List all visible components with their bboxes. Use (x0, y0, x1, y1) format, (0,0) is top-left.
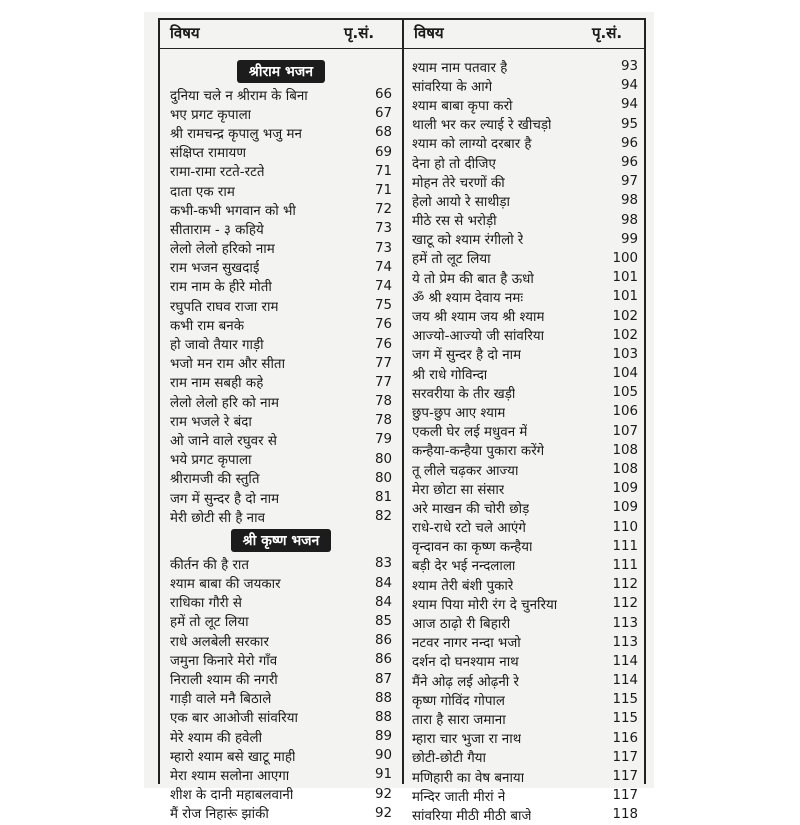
item-title: राम भजन सुखदाई (170, 261, 260, 277)
item-title: श्याम तेरी बंशी पुकारे (412, 578, 514, 594)
item-title: सीताराम - ३ कहिये (170, 222, 264, 238)
item-page-number: 74 (374, 278, 392, 294)
item-page-number: 78 (374, 394, 392, 410)
item-title: आज्यो-आज्यो जी सांवरिया (412, 329, 545, 345)
list-item (170, 593, 392, 612)
list-item (412, 172, 638, 191)
list-item (412, 652, 638, 671)
item-page-number: 73 (374, 221, 392, 237)
item-title: हेलो आयो रे साथीड़ा (412, 194, 511, 210)
item-title: मेरा श्याम सलोना आएगा (170, 768, 290, 784)
item-page-number: 71 (374, 183, 392, 199)
list-item (412, 422, 638, 441)
item-title: शीश के दानी महाबलवानी (170, 788, 294, 804)
item-page-number: 88 (374, 690, 392, 706)
list-item (412, 613, 638, 632)
left-page-header: पृ.सं. (344, 24, 375, 42)
list-item (170, 277, 392, 296)
item-title: खाटू को श्याम रंगीलो रे (412, 233, 524, 249)
section-label: श्री कृष्ण भजन (231, 529, 332, 552)
item-page-number: 67 (374, 106, 392, 122)
item-page-number: 103 (612, 346, 638, 362)
item-page-number: 77 (374, 374, 392, 390)
section-label: श्रीराम भजन (237, 60, 325, 83)
list-item (412, 709, 638, 728)
left-column (170, 57, 392, 823)
item-title: थाली भर कर ल्याई रे खीचड़ो (412, 118, 552, 134)
item-page-number: 84 (374, 575, 392, 591)
item-title: मणिहारी का वेष बनाया (412, 770, 525, 786)
list-item (170, 162, 392, 181)
list-item (170, 200, 392, 219)
item-page-number: 84 (374, 594, 392, 610)
list-item (412, 729, 638, 748)
list-item (412, 537, 638, 556)
item-title: मेरी छोटी सी है नाव (170, 510, 266, 526)
item-page-number: 96 (620, 155, 638, 171)
list-item (170, 181, 392, 200)
list-item (170, 219, 392, 238)
item-page-number: 72 (374, 202, 392, 218)
item-title: श्याम पिया मोरी रंग दे चुनरिया (412, 597, 558, 613)
item-page-number: 93 (620, 59, 638, 75)
list-item (412, 805, 638, 824)
item-title: हमें तो लूट लिया (412, 252, 491, 268)
item-page-number: 99 (620, 231, 638, 247)
list-item (170, 123, 392, 142)
list-item (412, 249, 638, 268)
krishna-list-continued (412, 57, 638, 825)
item-page-number: 110 (612, 519, 638, 535)
list-item (170, 574, 392, 593)
list-item (170, 296, 392, 315)
item-page-number: 117 (612, 749, 638, 765)
item-title: तू लीले चढ़कर आज्या (412, 463, 519, 479)
item-title: आज ठाढ़ो री बिहारी (412, 617, 511, 633)
list-item (170, 746, 392, 765)
item-page-number: 86 (374, 652, 392, 668)
list-item (170, 631, 392, 650)
item-page-number: 94 (620, 97, 638, 113)
item-page-number: 76 (374, 317, 392, 333)
item-page-number: 91 (374, 767, 392, 783)
list-item (412, 345, 638, 364)
left-subject-header: विषय (170, 24, 200, 42)
item-title: मीठे रस से भरोड़ी (412, 214, 497, 230)
item-page-number: 106 (612, 404, 638, 420)
item-page-number: 109 (612, 481, 638, 497)
list-item (412, 134, 638, 153)
item-title: ओ जाने वाले रघुवर से (170, 433, 277, 449)
item-title: देना हो तो दीजिए (412, 156, 496, 172)
item-title: बड़ी देर भई नन्दलाला (412, 559, 516, 575)
list-item (412, 786, 638, 805)
item-page-number: 73 (374, 240, 392, 256)
list-item (412, 671, 638, 690)
item-page-number: 114 (612, 653, 638, 669)
item-title: दर्शन दो घनश्याम नाथ (412, 655, 519, 671)
item-page-number: 98 (620, 193, 638, 209)
section-heading-shriram (170, 57, 392, 85)
item-page-number: 107 (612, 423, 638, 439)
item-title: नटवर नागर नन्दा भजो (412, 636, 521, 652)
item-title: तारा है सारा जमाना (412, 712, 506, 728)
item-page-number: 88 (374, 709, 392, 725)
list-item (170, 354, 392, 373)
list-item (170, 315, 392, 334)
item-title: निराली श्याम की नगरी (170, 673, 278, 689)
list-item (412, 498, 638, 517)
item-title: श्याम बाबा कृपा करो (412, 98, 513, 114)
item-page-number: 83 (374, 556, 392, 572)
item-page-number: 75 (374, 298, 392, 314)
item-page-number: 78 (374, 413, 392, 429)
item-title: श्री राधे गोविन्दा (412, 367, 488, 383)
list-item (170, 258, 392, 277)
list-item (412, 441, 638, 460)
item-title: हो जावो तैयार गाड़ी (170, 338, 264, 354)
list-item (412, 460, 638, 479)
list-item (170, 411, 392, 430)
item-title: ये तो प्रेम की बात है ऊधो (412, 271, 534, 287)
list-item (412, 364, 638, 383)
list-item (412, 95, 638, 114)
list-item (412, 191, 638, 210)
item-page-number: 101 (612, 289, 638, 305)
item-page-number: 81 (374, 490, 392, 506)
list-item (412, 690, 638, 709)
item-page-number: 102 (612, 308, 638, 324)
item-page-number: 82 (374, 509, 392, 525)
item-title: श्री रामचन्द्र कृपालु भजु मन (170, 126, 302, 142)
item-title: अरे माखन की चोरी छोड़ (412, 501, 530, 517)
item-page-number: 90 (374, 748, 392, 764)
item-page-number: 118 (612, 807, 638, 823)
item-page-number: 108 (612, 442, 638, 458)
list-item (412, 326, 638, 345)
list-item (412, 306, 638, 325)
item-page-number: 85 (374, 613, 392, 629)
item-page-number: 117 (612, 788, 638, 804)
list-item (170, 85, 392, 104)
list-item (170, 239, 392, 258)
item-title: राधे अलबेली सरकार (170, 634, 269, 650)
item-title: जग में सुन्दर है दो नाम (170, 491, 280, 507)
item-page-number: 101 (612, 270, 638, 286)
item-title: गाड़ी वाले मनै बिठाले (170, 692, 272, 708)
item-page-number: 71 (374, 163, 392, 179)
list-item (412, 479, 638, 498)
item-title: कभी राम बनके (170, 318, 244, 334)
right-page-header: पृ.सं. (592, 24, 623, 42)
item-title: एक बार आओजी सांवरिया (170, 711, 298, 727)
item-title: सांवरिया के आगे (412, 79, 493, 95)
list-item (170, 104, 392, 123)
item-page-number: 87 (374, 671, 392, 687)
item-title: मेरा छोटा सा संसार (412, 482, 505, 498)
item-page-number: 113 (612, 634, 638, 650)
list-item (412, 153, 638, 172)
item-title: दाता एक राम (170, 184, 235, 200)
item-title: राम भजले रे बंदा (170, 414, 252, 430)
list-item (412, 211, 638, 230)
item-title: श्याम को लाग्यो दरबार है (412, 137, 532, 153)
list-item (412, 230, 638, 249)
column-divider (402, 18, 404, 784)
item-title: रघुपति राघव राजा राम (170, 299, 279, 315)
right-column (412, 57, 638, 825)
item-page-number: 115 (612, 711, 638, 727)
shriram-list (170, 85, 392, 526)
item-title: भए प्रगट कृपाला (170, 107, 252, 123)
item-title: मोहन तेरे चरणों की (412, 175, 505, 191)
list-item (170, 612, 392, 631)
item-title: राधे-राधे रटो चले आएंगे (412, 521, 526, 537)
list-item (412, 57, 638, 76)
list-item (412, 633, 638, 652)
item-title: एकली घेर लई मधुवन में (412, 425, 528, 441)
list-item (170, 765, 392, 784)
item-title: म्हारो श्याम बसे खाटू माही (170, 749, 296, 765)
item-page-number: 76 (374, 336, 392, 352)
item-page-number: 111 (612, 538, 638, 554)
item-title: छोटी-छोटी गैया (412, 751, 487, 767)
list-item (412, 556, 638, 575)
item-title: संक्षिप्त रामायण (170, 146, 247, 162)
item-page-number: 104 (612, 366, 638, 382)
item-page-number: 89 (374, 729, 392, 745)
item-title: श्याम नाम पतवार है (412, 60, 508, 76)
item-page-number: 80 (374, 470, 392, 486)
item-page-number: 74 (374, 259, 392, 275)
item-page-number: 105 (612, 385, 638, 401)
header-rule (158, 48, 646, 49)
item-title: सांवरिया मीठी मीठी बाजे (412, 808, 532, 824)
list-item (170, 143, 392, 162)
item-page-number: 117 (612, 769, 638, 785)
item-page-number: 69 (374, 144, 392, 160)
right-subject-header: विषय (414, 24, 444, 42)
item-page-number: 115 (612, 692, 638, 708)
krishna-list (170, 554, 392, 823)
list-item (170, 469, 392, 488)
item-page-number: 100 (612, 250, 638, 266)
list-item (412, 287, 638, 306)
list-item (170, 430, 392, 449)
item-title: राम नाम सबही कहे (170, 376, 264, 392)
list-item (170, 373, 392, 392)
item-title: जमुना किनारे मेरो गाँव (170, 653, 278, 669)
list-item (412, 115, 638, 134)
item-title: सरवरीया के तीर खड़ी (412, 386, 516, 402)
item-title: कभी-कभी भगवान को भी (170, 203, 296, 219)
list-item (412, 748, 638, 767)
item-title: मन्दिर जाती मीरां ने (412, 789, 506, 805)
item-page-number: 97 (620, 174, 638, 190)
item-page-number: 113 (612, 615, 638, 631)
item-title: राम नाम के हीरे मोती (170, 280, 272, 296)
item-title: कृष्ण गोविंद गोपाल (412, 693, 505, 709)
item-title: कीर्तन की है रात (170, 557, 250, 573)
list-item (412, 76, 638, 95)
item-page-number: 112 (612, 577, 638, 593)
item-page-number: 86 (374, 633, 392, 649)
item-title: मेरे श्याम की हवेली (170, 730, 263, 746)
item-title: श्याम बाबा की जयकार (170, 577, 281, 593)
item-title: हमें तो लूट लिया (170, 615, 249, 631)
list-item (170, 334, 392, 353)
item-page-number: 68 (374, 125, 392, 141)
list-item (170, 450, 392, 469)
item-page-number: 116 (612, 730, 638, 746)
list-item (412, 594, 638, 613)
list-item (170, 650, 392, 669)
section-heading-krishna (170, 526, 392, 554)
item-title: भजो मन राम और सीता (170, 357, 286, 373)
item-page-number: 66 (374, 87, 392, 103)
list-item (412, 767, 638, 786)
list-item (170, 669, 392, 688)
list-item (170, 392, 392, 411)
list-item (170, 554, 392, 573)
list-item (170, 708, 392, 727)
item-title: भये प्रगट कृपाला (170, 453, 252, 469)
item-page-number: 94 (620, 78, 638, 94)
item-title: मैं रोज निहारूं झांकी (170, 807, 269, 823)
item-title: श्रीरामजी की स्तुति (170, 472, 260, 488)
list-item (412, 383, 638, 402)
item-page-number: 92 (374, 805, 392, 821)
item-title: राधिका गौरी से (170, 596, 242, 612)
item-title: वृन्दावन का कृष्ण कन्हैया (412, 540, 533, 556)
item-page-number: 109 (612, 500, 638, 516)
item-title: लेलो लेलो हरि को नाम (170, 395, 279, 411)
list-item (170, 507, 392, 526)
item-page-number: 95 (620, 116, 638, 132)
item-page-number: 112 (612, 596, 638, 612)
item-page-number: 98 (620, 212, 638, 228)
item-page-number: 96 (620, 135, 638, 151)
item-page-number: 108 (612, 462, 638, 478)
item-page-number: 77 (374, 355, 392, 371)
item-title: मैंने ओढ़ लई ओढ़नी रे (412, 674, 519, 690)
item-page-number: 80 (374, 451, 392, 467)
item-title: जय श्री श्याम जय श्री श्याम (412, 310, 545, 326)
item-page-number: 92 (374, 786, 392, 802)
item-title: जग में सुन्दर है दो नाम (412, 348, 522, 364)
list-item (412, 518, 638, 537)
item-page-number: 102 (612, 327, 638, 343)
item-title: कन्हैया-कन्हैया पुकारा करेंगे (412, 444, 545, 460)
item-title: म्हारा चार भुजा रा नाथ (412, 732, 522, 748)
item-page-number: 114 (612, 673, 638, 689)
item-title: ॐ श्री श्याम देवाय नमः (412, 290, 524, 306)
list-item (170, 689, 392, 708)
item-page-number: 111 (612, 557, 638, 573)
item-title: छुप-छुप आए श्याम (412, 405, 506, 421)
list-item (412, 402, 638, 421)
item-title: लेलो लेलो हरिको नाम (170, 242, 275, 258)
list-item (412, 268, 638, 287)
item-title: रामा-रामा रटते-रटते (170, 165, 265, 181)
item-page-number: 79 (374, 432, 392, 448)
list-item (170, 785, 392, 804)
list-item (170, 804, 392, 823)
list-item (412, 575, 638, 594)
item-title: दुनिया चले न श्रीराम के बिना (170, 88, 308, 104)
list-item (170, 727, 392, 746)
list-item (170, 488, 392, 507)
